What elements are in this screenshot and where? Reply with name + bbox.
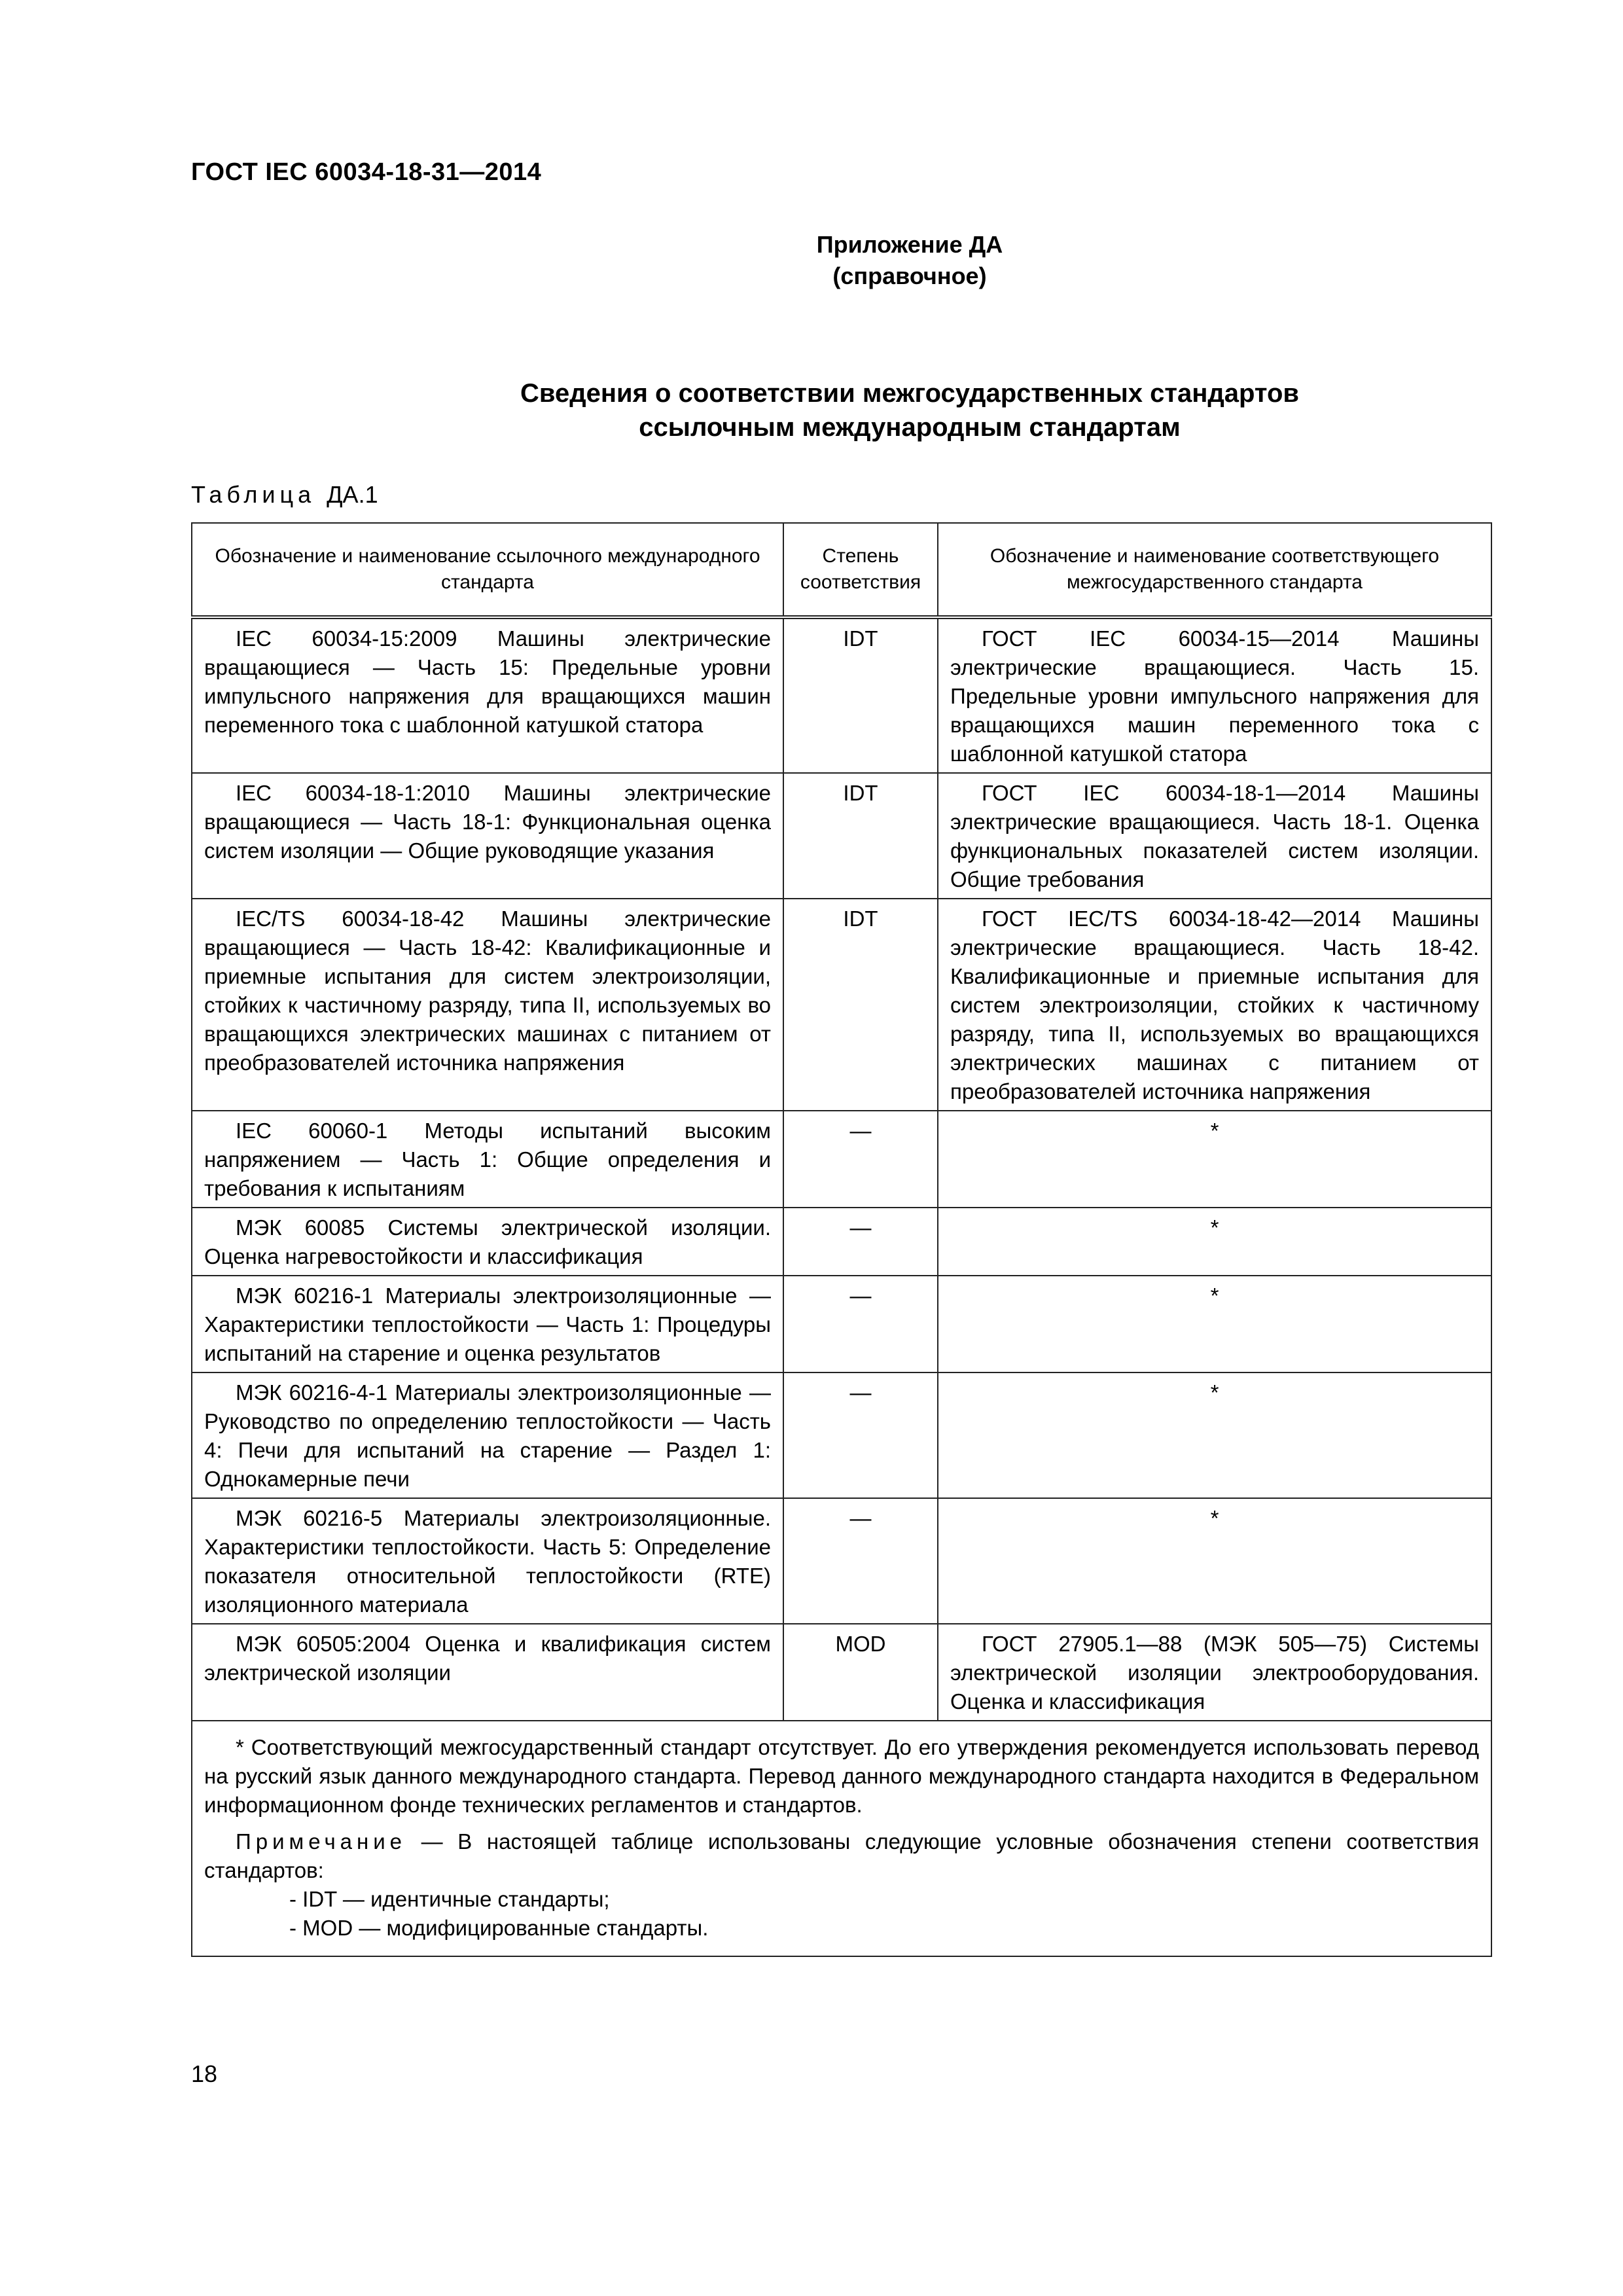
degree-cell: — (783, 1208, 938, 1276)
national-standard-cell: ГОСТ IEC 60034-18-1—2014 Машины электрические вращающиеся. Часть 18-1. Оценка функциональных показателей систем изоляции. Общие требования (938, 773, 1491, 899)
table-row (192, 1498, 1491, 1624)
table-row (192, 899, 1491, 1111)
table-row (192, 1208, 1491, 1276)
national-standard-cell: ГОСТ IEC/TS 60034-18-42—2014 Машины электрические вращающиеся. Часть 18-42. Квалификационные и приемные испытания для систем электроизоляции, стойких к частичному разряду, типа II, используемых во вращающихся электрических машинах с питанием от преобразователей источника напряжения (938, 899, 1491, 1111)
note-list (204, 1885, 1479, 1943)
reference-standard-cell: IEC 60034-18-1:2010 Машины электрические вращающиеся — Часть 18-1: Функциональная оценка систем изоляции — Общие руководящие указания (192, 773, 783, 899)
national-standard-cell: * (938, 1498, 1491, 1624)
table-header-row (192, 523, 1491, 617)
reference-standard-cell: IEC 60060-1 Методы испытаний высоким напряжением — Часть 1: Общие определения и требования к испытаниям (192, 1111, 783, 1208)
table-row (192, 1624, 1491, 1721)
table-row (192, 1372, 1491, 1498)
national-standard-cell: * (938, 1372, 1491, 1498)
reference-standard-cell: МЭК 60085 Системы электрической изоляции. Оценка нагревостойкости и классификация (192, 1208, 783, 1276)
degree-cell: — (783, 1276, 938, 1372)
degree-cell: — (783, 1498, 938, 1624)
reference-standard-cell: МЭК 60216-4-1 Материалы электроизоляционные — Руководство по определению теплостойкости — Часть 4: Печи для испытаний на старение — Раздел 1: Однокамерные печи (192, 1372, 783, 1498)
column-header-degree: Степень соответствия (783, 523, 938, 617)
document-code: ГОСТ IEC 60034-18-31—2014 (191, 158, 542, 186)
table-footnote-cell (192, 1721, 1491, 1956)
reference-standard-cell: IEC/TS 60034-18-42 Машины электрические вращающиеся — Часть 18-42: Квалификационные и приемные испытания для систем электроизоляции, стойких к частичному разряду, типа II, используемых во вращающихся электрических машинах с питанием от преобразователей источника напряжения (192, 899, 783, 1111)
table-row (192, 1276, 1491, 1372)
table-caption-number: ДА.1 (327, 481, 378, 508)
national-standard-cell: ГОСТ 27905.1—88 (МЭК 505—75) Системы электрической изоляции электрооборудования. Оценка и классификация (938, 1624, 1491, 1721)
reference-standard-cell: МЭК 60505:2004 Оценка и квалификация систем электрической изоляции (192, 1624, 783, 1721)
footnote-text: * Соответствующий межгосударственный стандарт отсутствует. До его утверждения рекомендуется использовать перевод на русский язык данного международного стандарта. Перевод данного международного стандарта находится в Федеральном информационном фонде технических регламентов и стандартов. (204, 1735, 1479, 1817)
table-caption (191, 481, 378, 509)
table-caption-label: Таблица (191, 481, 316, 508)
note-text: — В настоящей таблице использованы следующие условные обозначения степени соответствия стандартов: (204, 1829, 1479, 1882)
reference-standard-cell: МЭК 60216-1 Материалы электроизоляционные — Характеристики теплостойкости — Часть 1: Процедуры испытаний на старение и оценка результатов (192, 1276, 783, 1372)
section-heading-line-2: ссылочным международным стандартам (639, 413, 1181, 442)
section-heading-line-1: Сведения о соответствии межгосударственных стандартов (520, 379, 1299, 408)
note-item-idt: - IDT — идентичные стандарты; (289, 1885, 1479, 1914)
appendix-title: Приложение ДА (816, 231, 1003, 258)
degree-cell: IDT (783, 773, 938, 899)
degree-cell: — (783, 1372, 938, 1498)
appendix-subtitle: (справочное) (832, 262, 987, 289)
column-header-national-standard: Обозначение и наименование соответствующего межгосударственного стандарта (938, 523, 1491, 617)
degree-cell: MOD (783, 1624, 938, 1721)
table-row (192, 617, 1491, 773)
table-row (192, 773, 1491, 899)
reference-standard-cell: IEC 60034-15:2009 Машины электрические вращающиеся — Часть 15: Предельные уровни импульсного напряжения для вращающихся машин переменного тока с шаблонной катушкой статора (192, 617, 783, 773)
page-number: 18 (191, 2060, 218, 2087)
national-standard-cell: * (938, 1208, 1491, 1276)
reference-standard-cell: МЭК 60216-5 Материалы электроизоляционные. Характеристики теплостойкости. Часть 5: Определение показателя относительной теплостойкости (RTE) изоляционного материала (192, 1498, 783, 1624)
table-row (192, 1111, 1491, 1208)
column-header-reference-standard: Обозначение и наименование ссылочного международного стандарта (192, 523, 783, 617)
national-standard-cell: * (938, 1276, 1491, 1372)
correspondence-table (191, 522, 1492, 1957)
table-footnote-row (192, 1721, 1491, 1956)
degree-cell: — (783, 1111, 938, 1208)
national-standard-cell: * (938, 1111, 1491, 1208)
note-paragraph (204, 1827, 1479, 1885)
degree-cell: IDT (783, 899, 938, 1111)
note-label: Примечание (236, 1829, 407, 1854)
degree-cell: IDT (783, 617, 938, 773)
note-item-mod: - MOD — модифицированные стандарты. (289, 1914, 1479, 1943)
table-body (192, 617, 1491, 1956)
national-standard-cell: ГОСТ IEC 60034-15—2014 Машины электрические вращающиеся. Часть 15. Предельные уровни импульсного напряжения для вращающихся машин переменного тока с шаблонной катушкой статора (938, 617, 1491, 773)
